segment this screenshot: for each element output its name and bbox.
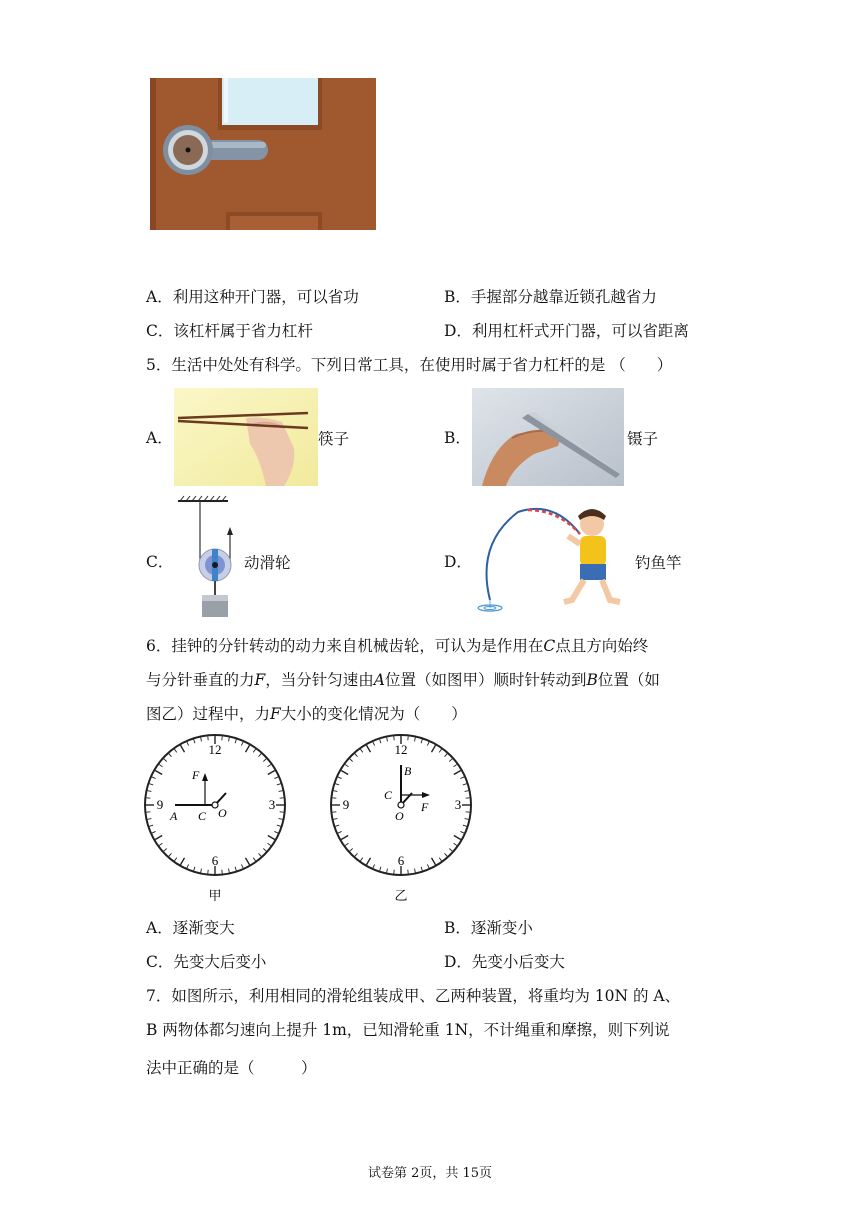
clock-tick — [465, 819, 469, 820]
clock-tick — [421, 867, 422, 871]
clock-tick — [350, 848, 353, 851]
tweezers-photo — [472, 388, 624, 486]
clock-yi-label-o: O — [395, 809, 404, 823]
clock-tick — [432, 745, 436, 752]
clock-tick — [415, 738, 416, 742]
clock-tick — [187, 864, 189, 868]
clock-tick — [152, 831, 156, 833]
clock-tick — [263, 759, 266, 762]
clock-tick — [268, 843, 271, 845]
clock-tick — [159, 764, 162, 766]
q6-var-a: A — [373, 671, 385, 689]
q5-option-d-caption: 钓鱼竿 — [635, 554, 682, 572]
clock-tick — [258, 754, 261, 757]
q6-var-c: C — [543, 637, 556, 655]
clock-tick — [432, 858, 436, 865]
clock-tick — [164, 759, 167, 762]
clock-tick — [241, 742, 243, 746]
clock-tick — [454, 843, 457, 845]
clock-tick — [373, 864, 375, 868]
clock-tick — [345, 843, 348, 845]
q5-stem: 5．生活中处处有科学。下列日常工具，在使用时属于省力杠杆的是 （ ） — [146, 356, 673, 374]
clock-tick — [367, 858, 371, 865]
clock-tick — [187, 742, 189, 746]
clock-tick — [194, 739, 195, 743]
clock-tick — [380, 739, 381, 743]
clock-tick — [174, 858, 176, 861]
q6-text: 位置（如图甲）顺时针转动到 — [385, 671, 587, 689]
clock-tick — [241, 864, 243, 868]
clock-tick — [149, 825, 153, 826]
q4-option-c: C．该杠杆属于省力杠杆 — [146, 322, 313, 340]
clock-tick — [268, 764, 271, 766]
q6-text: 与分针垂直的力 — [146, 671, 255, 689]
q5-option-d-letter: D． — [444, 553, 472, 571]
q6-text: 点且方向始终 — [555, 637, 649, 655]
clock-tick — [427, 742, 429, 746]
q6-option-d: D．先变小后变大 — [444, 953, 565, 971]
clock-tick — [454, 771, 461, 775]
clock-tick — [268, 771, 275, 775]
q7-stem-line-2: B 两物体都匀速向上提升 1m，已知滑轮重 1N，不计绳重和摩擦，则下列说 — [146, 1021, 670, 1039]
clock-yi — [328, 733, 478, 911]
clock-tick — [181, 745, 185, 752]
clock-tick — [360, 749, 362, 752]
clock-yi-label-f: F — [421, 800, 429, 814]
clock-tick — [373, 742, 375, 746]
clock-tick — [169, 754, 172, 757]
q6-stem-line-1 — [146, 635, 648, 657]
clock-jia-num-9: 9 — [156, 797, 164, 812]
clock-tick — [148, 819, 152, 820]
clock-tick — [360, 858, 362, 861]
clock-tick — [253, 749, 255, 752]
q6-option-b: B．逐渐变小 — [444, 919, 533, 937]
clock-tick — [355, 853, 358, 856]
q6-stem-line-3 — [146, 703, 467, 725]
q7-stem-line-1: 7．如图所示，利用相同的滑轮组装成甲、乙两种装置，将重均为 10N 的 A、 — [146, 987, 681, 1005]
clock-tick — [338, 777, 342, 779]
clock-tick — [367, 745, 371, 752]
clock-tick — [229, 738, 230, 742]
q5-option-b-caption: 镊子 — [627, 430, 659, 448]
q6-var-b: B — [586, 671, 598, 689]
clock-tick — [334, 791, 338, 792]
clock-jia-label-c: C — [198, 809, 207, 823]
clock-tick — [159, 843, 162, 845]
clock-tick — [194, 867, 195, 871]
clock-tick — [169, 853, 172, 856]
q5-option-a-letter: A． — [146, 429, 173, 447]
clock-jia — [142, 733, 292, 911]
clock-yi-num-12: 12 — [394, 742, 408, 757]
clock-tick — [338, 831, 342, 833]
clock-tick — [355, 754, 358, 757]
clock-yi-num-6: 6 — [397, 853, 405, 868]
q5-option-a-caption: 筷子 — [318, 430, 350, 448]
clock-tick — [465, 791, 469, 792]
clock-tick — [449, 848, 452, 851]
q6-var-f: F — [254, 671, 266, 689]
clock-tick — [444, 754, 447, 757]
q6-option-c: C．先变大后变小 — [146, 953, 267, 971]
clock-tick — [152, 777, 156, 779]
clock-tick — [235, 739, 236, 743]
clock-tick — [439, 749, 441, 752]
clock-tick — [279, 819, 283, 820]
clock-tick — [274, 777, 278, 779]
chopsticks-photo — [174, 388, 318, 486]
q4-option-a: A．利用这种开门器，可以省功 — [146, 288, 359, 306]
clock-jia-caption: 甲 — [208, 889, 222, 904]
clock-yi-label-b: B — [404, 764, 412, 778]
clock-jia-label-a: A — [170, 809, 178, 823]
clock-tick — [246, 858, 250, 865]
clock-tick — [148, 791, 152, 792]
clock-tick — [444, 853, 447, 856]
clock-tick — [263, 848, 266, 851]
clock-tick — [268, 836, 275, 840]
q4-option-b: B．手握部分越靠近锁孔越省力 — [444, 288, 657, 306]
clock-tick — [350, 759, 353, 762]
clock-tick — [335, 825, 339, 826]
clock-tick — [201, 738, 202, 742]
clock-yi-label-c: C — [384, 788, 393, 802]
movable-pulley — [172, 495, 244, 621]
clock-tick — [463, 825, 467, 826]
clock-tick — [454, 836, 461, 840]
clock-tick — [155, 836, 162, 840]
clock-tick — [427, 864, 429, 868]
clock-tick — [341, 771, 348, 775]
clock-yi-num-9: 9 — [342, 797, 350, 812]
clock-tick — [201, 869, 202, 873]
clock-jia-num-12: 12 — [208, 742, 222, 757]
clock-tick — [229, 869, 230, 873]
q6-text: ，当分针匀速由 — [265, 671, 374, 689]
q5-option-c-caption: 动滑轮 — [244, 554, 291, 572]
clock-tick — [341, 836, 348, 840]
q6-text: 大小的变化情况为（ ） — [280, 705, 467, 723]
clock-tick — [164, 848, 167, 851]
clock-tick — [460, 831, 464, 833]
door-lever-figure — [150, 78, 376, 230]
clock-tick — [449, 759, 452, 762]
clock-tick — [463, 784, 467, 785]
clock-tick — [279, 791, 283, 792]
clock-tick — [174, 749, 176, 752]
clock-jia-num-6: 6 — [211, 853, 219, 868]
q4-option-d: D．利用杠杆式开门器，可以省距离 — [444, 322, 689, 340]
q6-text: 图乙）过程中，力 — [146, 705, 271, 723]
clock-tick — [334, 819, 338, 820]
q6-text: 6．挂钟的分针转动的动力来自机械齿轮，可认为是作用在 — [146, 637, 544, 655]
clock-jia-label-f: F — [192, 768, 200, 782]
clock-tick — [387, 869, 388, 873]
clock-tick — [415, 869, 416, 873]
q6-option-a: A．逐渐变大 — [146, 919, 235, 937]
clock-jia-num-3: 3 — [268, 797, 276, 812]
q6-text: 位置（如 — [597, 671, 660, 689]
q6-stem-line-2 — [146, 669, 660, 691]
clock-tick — [387, 738, 388, 742]
clock-tick — [253, 858, 255, 861]
fishing-rod-cartoon — [468, 504, 628, 616]
clock-tick — [380, 867, 381, 871]
clock-tick — [235, 867, 236, 871]
clock-yi-caption: 乙 — [394, 889, 408, 904]
clock-tick — [454, 764, 457, 766]
page-footer: 试卷第 2页，共 15页 — [367, 1166, 493, 1181]
clock-tick — [277, 784, 281, 785]
q7-stem-line-3: 法中正确的是（ ） — [146, 1059, 317, 1077]
clock-tick — [274, 831, 278, 833]
clock-tick — [345, 764, 348, 766]
q6-var-f: F — [270, 705, 281, 723]
clock-yi-num-3: 3 — [454, 797, 462, 812]
q5-option-c-letter: C． — [146, 553, 174, 571]
clock-tick — [421, 739, 422, 743]
clock-tick — [439, 858, 441, 861]
clock-tick — [246, 745, 250, 752]
q5-option-b-letter: B． — [444, 429, 471, 447]
clock-tick — [460, 777, 464, 779]
clock-tick — [149, 784, 153, 785]
clock-jia-label-o: O — [218, 806, 227, 820]
clock-tick — [181, 858, 185, 865]
clock-tick — [258, 853, 261, 856]
clock-tick — [277, 825, 281, 826]
clock-tick — [155, 771, 162, 775]
clock-tick — [335, 784, 339, 785]
